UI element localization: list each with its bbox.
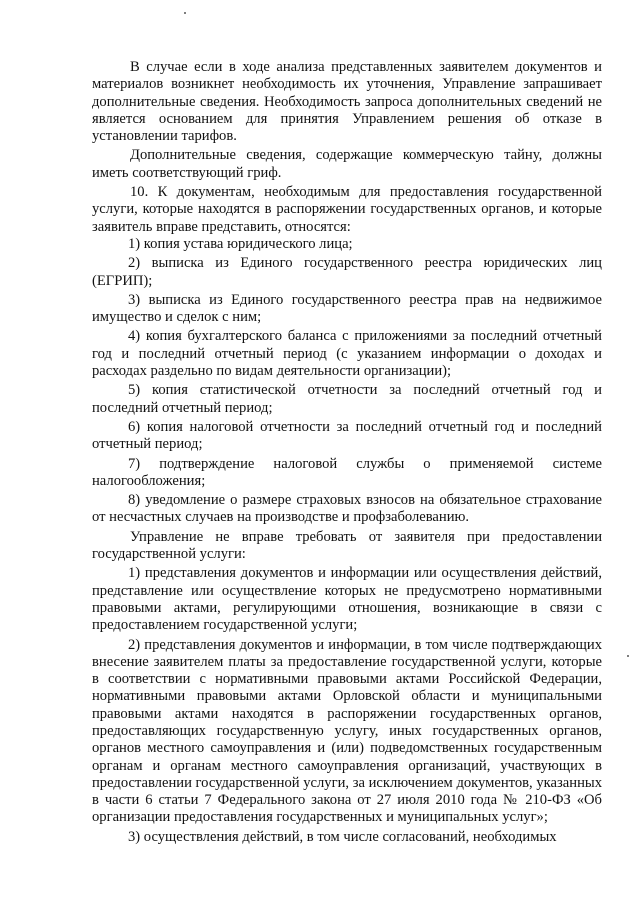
list-item-balance-sheet: 4) копия бухгалтерского баланса с приложениями за последний отчетный год и последний отчетный период (с указанием информации о доходах и расходах раздельно по видам деятельности организации);	[92, 328, 602, 380]
list-item-tax-reports: 6) копия налоговой отчетности за последний отчетный год и последний отчетный период;	[92, 418, 602, 453]
list-item-tax-system-confirmation: 7) подтверждение налоговой службы о применяемой системе налогообложения;	[92, 455, 602, 489]
paragraph-commercial-secret: Дополнительные сведения, содержащие коммерческую тайну, должны иметь соответствующий гриф.	[92, 147, 602, 181]
list-item-charter-copy: 1) копия устава юридического лица;	[128, 235, 353, 252]
list-item-insurance-notice: 8) уведомление о размере страховых взносов на обязательное страхование от несчастных случаев на производстве и профзаболеванию.	[92, 492, 602, 526]
list-item-prohibited-2: 2) представления документов и информации, в том числе подтверждающих внесение заявителем платы за предоставление государственной услуги, которые в соответствии с нормативными правовыми актами Российской Федерации, нормативными правовыми актами Орловской области и муниципальными правовыми актами находятся в распоряжении государственных органов, предоставляющих государственную услугу, иных государственных органов, органов местного самоуправления и (или) подведомственных государственным органам и органам местного самоуправления организаций, участвующих в предоставлении государственной услуги, за исключением документов, указанных в части 6 статьи 7 Федерального закона от 27 июля 2010 года № 210-ФЗ «Об организации предоставления государственных и муниципальных услуг»;	[92, 636, 602, 826]
scan-speck	[627, 655, 629, 657]
scan-speck	[184, 12, 186, 14]
list-item-egrip-extract: 2) выписка из Единого государственного реестра юридических лиц (ЕГРИП);	[92, 255, 602, 289]
paragraph-clarification-request: В случае если в ходе анализа представленных заявителем документов и материалов возникнет необходимость их уточнения, Управление запрашивает дополнительные сведения. Необходимость запроса дополнительных сведений не является основанием для принятия Управлением решения об отказе в установлении тарифов.	[92, 59, 602, 145]
document-page	[92, 59, 602, 846]
paragraph-prohibited-requirements: Управление не вправе требовать от заявителя при предоставлении государственной услуги:	[92, 528, 602, 563]
list-item-property-register-extract: 3) выписка из Единого государственного реестра прав на недвижимое имущество и сделок с ним;	[92, 291, 602, 326]
paragraph-section-10: 10. К документам, необходимым для предоставления государственной услуги, которые находятся в распоряжении государственных органов, и которые заявитель вправе представить, относятся:	[92, 184, 602, 235]
list-item-prohibited-1: 1) представления документов и информации или осуществления действий, представление или осуществление которых не предусмотрено нормативными правовыми актами, регулирующими отношения, возникающие в связи с предоставлением государственной услуги;	[92, 565, 602, 634]
list-item-prohibited-3: 3) осуществления действий, в том числе согласований, необходимых	[128, 828, 557, 845]
list-item-statistical-reports: 5) копия статистической отчетности за последний отчетный год и последний отчетный период;	[92, 382, 602, 416]
